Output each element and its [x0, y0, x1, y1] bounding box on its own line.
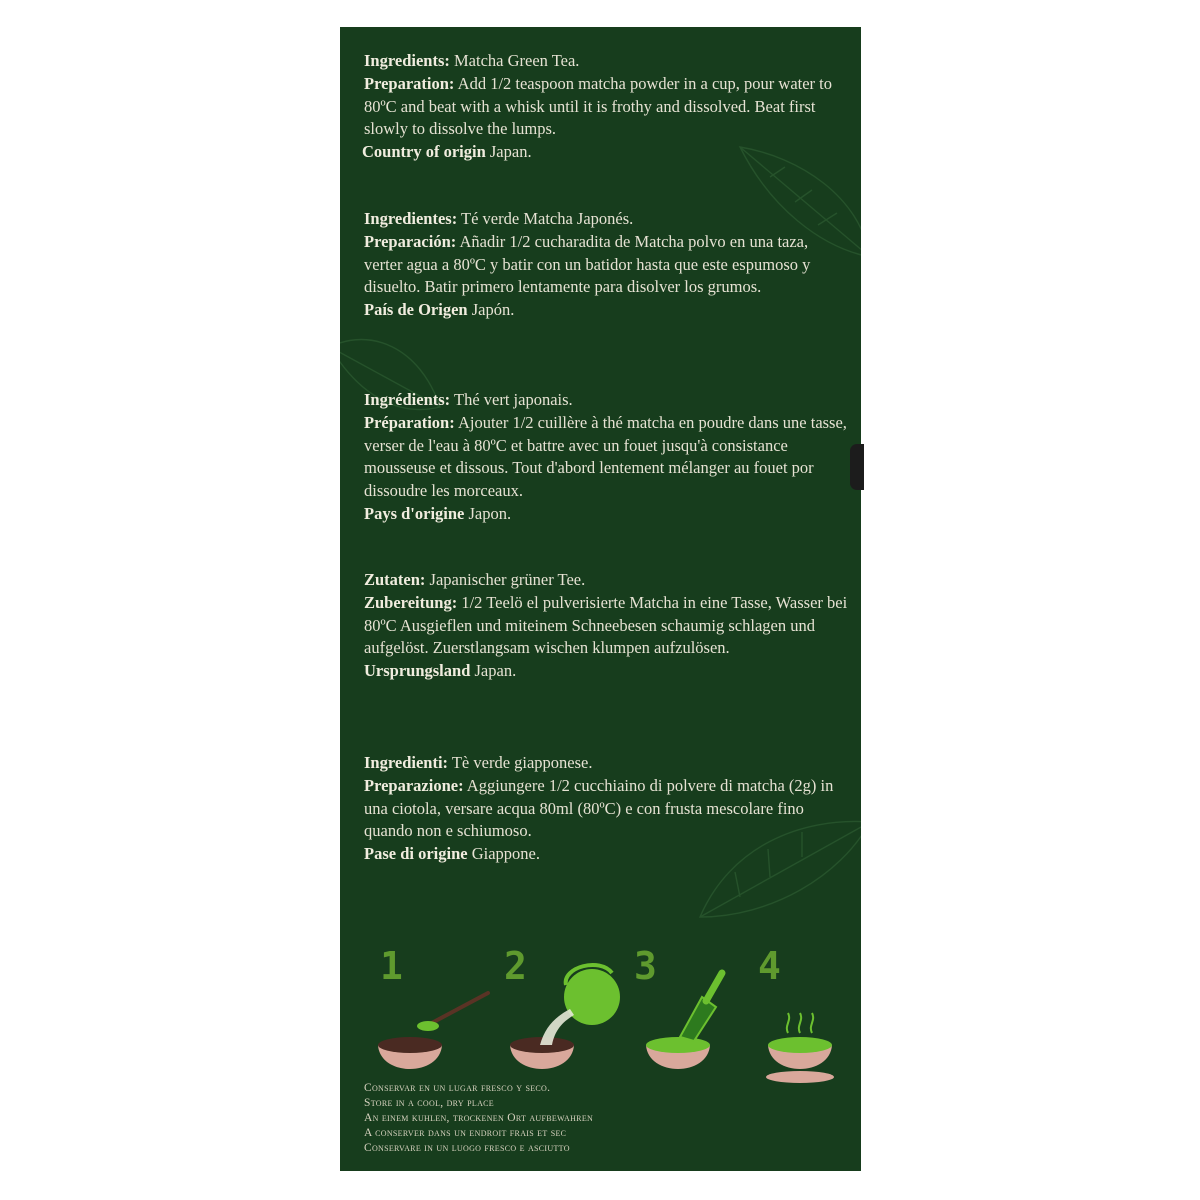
ingredients-label: Ingredienti: — [364, 753, 449, 772]
ingredients-line — [364, 752, 849, 775]
ingredients-line — [364, 50, 849, 73]
preparation-line — [364, 592, 849, 660]
storage-line-it: Conservare in un luogo fresco e asciutto — [364, 1142, 570, 1154]
ingredients-label: Ingredients: — [364, 51, 450, 70]
preparation-label: Preparación: — [364, 231, 457, 251]
ingredients-value: Té verde Matcha Japonés. — [457, 209, 634, 228]
ingredients-value: Japanischer grüner Tee. — [425, 570, 586, 589]
origin-label: Ursprungsland — [364, 661, 471, 681]
step-1-spoon-bowl-icon — [378, 993, 488, 1069]
origin-value: Giappone. — [467, 844, 540, 864]
preparation-label: Preparazione: — [364, 775, 464, 795]
preparation-label: Preparation: — [364, 73, 455, 93]
step-number-4: 4 — [758, 944, 781, 988]
ingredients-line — [364, 569, 849, 592]
storage-line-de: An einem kuhlen, trockenen Ort aufbewahren — [364, 1112, 594, 1124]
step-number-2: 2 — [504, 944, 527, 988]
origin-line — [364, 299, 849, 322]
french-section — [364, 389, 849, 526]
origin-value: Japon. — [464, 503, 512, 523]
preparation-label: Zubereitung: — [364, 592, 458, 612]
preparation-line — [364, 412, 849, 503]
ingredients-label: Ingredientes: — [364, 209, 458, 228]
italian-section — [364, 752, 849, 866]
origin-value: Japan. — [485, 142, 532, 162]
origin-label: Pase di origine — [364, 844, 468, 864]
preparation-value: 1/2 Teelö el pulverisierte Matcha in eine Tasse, Wasser bei 80ºC Ausgieflen und miteinem Schneebesen schaumig schlagen und aufgelöst. Zuerstlangsam wischen klumpen aufzulösen. — [364, 592, 848, 658]
step-3-whisk-icon — [646, 973, 722, 1069]
origin-line — [364, 660, 849, 683]
origin-line — [364, 503, 849, 526]
preparation-label: Préparation: — [364, 412, 455, 432]
origin-label: Country of origin — [362, 142, 486, 162]
storage-line-fr: A conserver dans un endroit frais et sec — [364, 1127, 567, 1139]
ingredients-line — [364, 389, 849, 412]
origin-value: Japón. — [467, 300, 515, 320]
preparation-value: Añadir 1/2 cucharadita de Matcha polvo en una taza, verter agua a 80ºC y batir con un batidor hasta que este espumoso y disuelto. Batir primero lentamente para disolver los grumos. — [364, 231, 811, 297]
origin-label: País de Origen — [364, 300, 468, 320]
preparation-line — [364, 73, 849, 141]
ingredients-value: Matcha Green Tea. — [449, 51, 580, 70]
storage-instructions — [364, 1081, 834, 1156]
storage-line-es: Conservar en un lugar fresco y seco. — [364, 1082, 551, 1094]
preparation-value: Ajouter 1/2 cuillère à thé matcha en poudre dans une tasse, verser de l'eau à 80ºC et battre avec un fouet jusqu'à consistance mousseuse et dissous. Tout d'abord lentement mélanger au fouet por dissoudre les morceaux. — [364, 412, 847, 501]
origin-value: Japan. — [470, 661, 517, 681]
ingredients-label: Zutaten: — [364, 570, 426, 589]
step-number-1: 1 — [380, 944, 403, 988]
matcha-label-panel — [340, 27, 861, 1171]
step-4-tea-bowl-icon — [766, 1013, 834, 1083]
preparation-line — [364, 231, 849, 299]
origin-label: Pays d'origine — [364, 503, 465, 523]
ingredients-value: Thé vert japonais. — [450, 390, 573, 409]
ingredients-value: Tè verde giapponese. — [448, 753, 593, 772]
storage-line-en: Store in a cool, dry place — [364, 1097, 494, 1109]
english-section — [364, 50, 849, 164]
preparation-line — [364, 775, 849, 843]
step-number-3: 3 — [634, 944, 657, 988]
ingredients-label: Ingrédients: — [364, 390, 451, 409]
ingredients-line — [364, 208, 849, 231]
preparation-value: Add 1/2 teaspoon matcha powder in a cup, pour water to 80ºC and beat with a whisk until it is frothy and dissolved. Beat first slowly to dissolve the lumps. — [364, 73, 833, 139]
spanish-section — [364, 208, 849, 322]
origin-line — [364, 843, 849, 866]
preparation-steps-illustration — [340, 927, 861, 1087]
german-section — [364, 569, 849, 683]
scroll-handle[interactable] — [850, 444, 864, 490]
origin-line — [362, 141, 849, 164]
preparation-value: Aggiungere 1/2 cucchiaino di polvere di matcha (2g) in una ciotola, versare acqua 80ml (80ºC) e con frusta mescolare fino quando non e schiumoso. — [364, 775, 834, 841]
